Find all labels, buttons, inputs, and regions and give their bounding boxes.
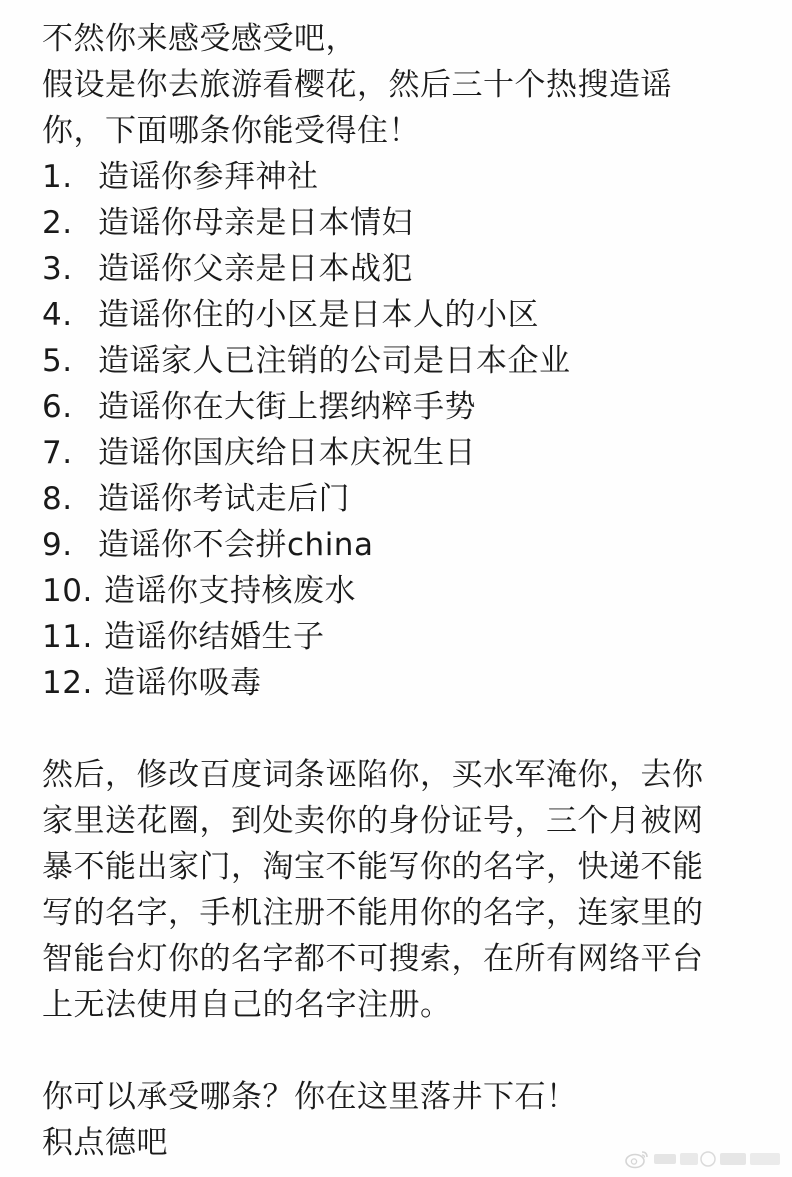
list-item	[42, 614, 782, 660]
list-item	[42, 154, 782, 200]
list-number: 3.	[42, 251, 73, 287]
intro-line-3: 你，下面哪条你能受得住！	[42, 113, 420, 149]
list-item	[42, 200, 782, 246]
list-text: 造谣你结婚生子	[104, 619, 325, 655]
list-number: 2.	[42, 205, 73, 241]
list-number: 9.	[42, 527, 73, 563]
list-number: 8.	[42, 481, 73, 517]
closing-line-2: 积点德吧	[42, 1125, 168, 1161]
closing-line-1: 你可以承受哪条？你在这里落井下石！	[42, 1079, 578, 1115]
list-number: 12.	[42, 665, 93, 701]
list-item	[42, 292, 782, 338]
list-number: 6.	[42, 389, 73, 425]
rumor-list	[42, 154, 782, 706]
list-text: 造谣你支持核废水	[104, 573, 356, 609]
list-item	[42, 384, 782, 430]
list-text: 造谣你住的小区是日本人的小区	[98, 297, 539, 333]
list-text: 造谣你考试走后门	[98, 481, 350, 517]
list-text: 造谣你不会拼china	[98, 527, 374, 563]
paragraph-line-1: 然后，修改百度词条诬陷你，买水军淹你，去你	[42, 757, 704, 793]
intro-line-1: 不然你来感受感受吧，	[42, 21, 357, 57]
list-item	[42, 476, 782, 522]
list-text: 造谣你国庆给日本庆祝生日	[98, 435, 476, 471]
list-text: 造谣家人已注销的公司是日本企业	[98, 343, 571, 379]
list-item	[42, 246, 782, 292]
list-item	[42, 660, 782, 706]
list-number: 5.	[42, 343, 73, 379]
list-item	[42, 338, 782, 384]
post-text	[42, 16, 782, 1166]
list-number: 4.	[42, 297, 73, 333]
paragraph-line-4: 写的名字，手机注册不能用你的名字，连家里的	[42, 895, 704, 931]
watermark-smudge	[654, 1150, 784, 1168]
paragraph-line-6: 上无法使用自己的名字注册。	[42, 987, 452, 1023]
list-item	[42, 430, 782, 476]
list-text: 造谣你母亲是日本情妇	[98, 205, 413, 241]
list-item	[42, 568, 782, 614]
paragraph-spacer	[42, 706, 782, 752]
paragraph-line-2: 家里送花圈，到处卖你的身份证号，三个月被网	[42, 803, 704, 839]
list-text: 造谣你吸毒	[104, 665, 262, 701]
list-item	[42, 522, 782, 568]
intro-line-2: 假设是你去旅游看樱花，然后三十个热搜造谣	[42, 67, 672, 103]
list-number: 10.	[42, 573, 93, 609]
paragraph-spacer	[42, 1028, 782, 1074]
list-number: 7.	[42, 435, 73, 471]
list-text: 造谣你父亲是日本战犯	[98, 251, 413, 287]
list-number: 1.	[42, 159, 73, 195]
list-text: 造谣你在大街上摆纳粹手势	[98, 389, 476, 425]
paragraph-line-5: 智能台灯你的名字都不可搜索，在所有网络平台	[42, 941, 704, 977]
list-number: 11.	[42, 619, 93, 655]
list-text: 造谣你参拜神社	[98, 159, 319, 195]
watermark	[624, 1147, 784, 1171]
weibo-icon	[624, 1149, 650, 1169]
paragraph-line-3: 暴不能出家门，淘宝不能写你的名字，快递不能	[42, 849, 704, 885]
